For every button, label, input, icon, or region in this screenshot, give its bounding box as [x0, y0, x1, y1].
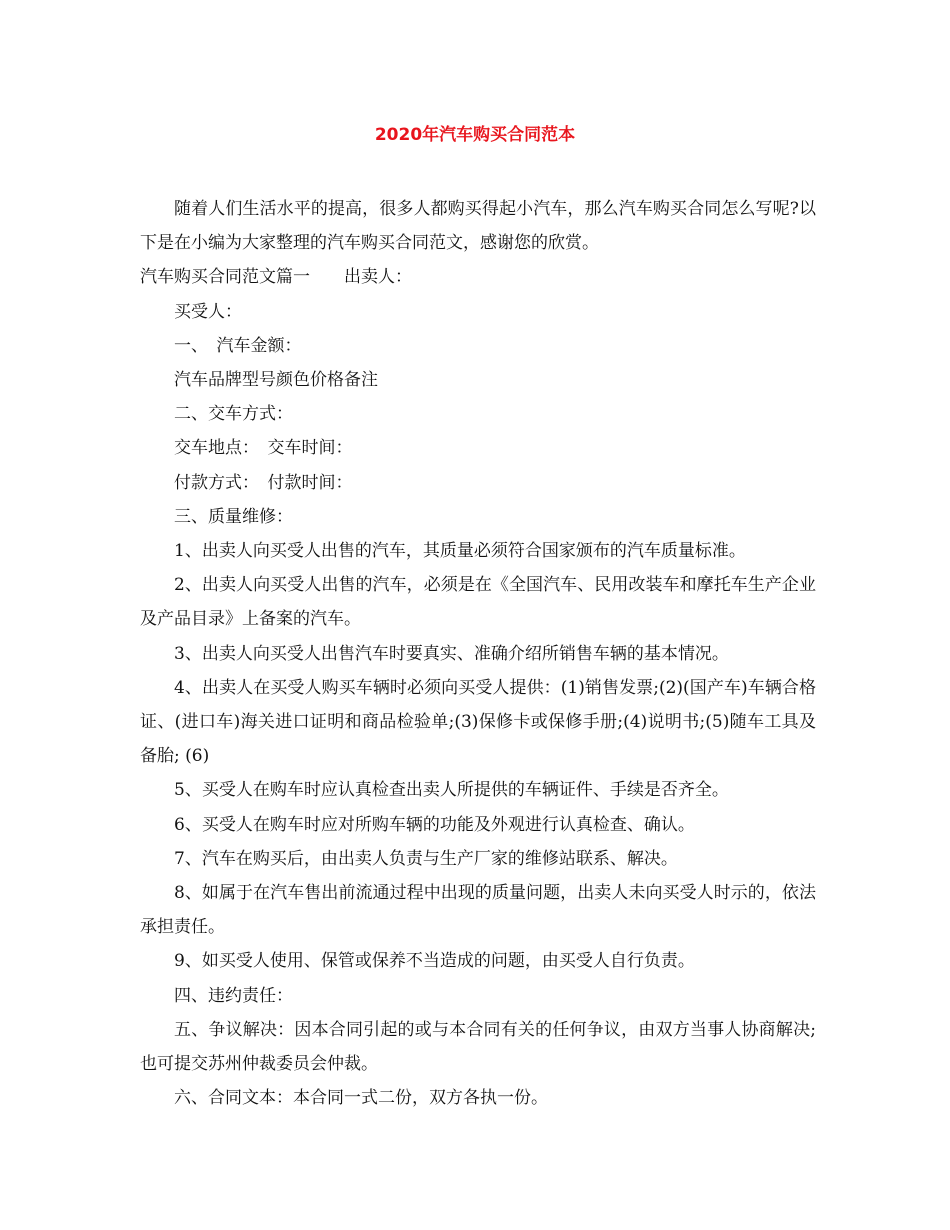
paragraph: 五、争议解决：因本合同引起的或与本合同有关的任何争议，由双方当事人协商解决;也可提交苏州仲裁委员会仲裁。	[140, 1019, 816, 1075]
paragraph: 付款方式： 付款时间：	[174, 472, 353, 493]
paragraph: 6、买受人在购车时应对所购车辆的功能及外观进行认真检查、确认。	[174, 814, 695, 835]
paragraph: 5、买受人在购车时应认真检查出卖人所提供的车辆证件、手续是否齐全。	[174, 780, 729, 801]
paragraph: 8、如属于在汽车售出前流通过程中出现的质量问题，出卖人未向买受人时示的，依法承担责任。	[140, 883, 816, 938]
paragraph: 3、出卖人向买受人出售汽车时要真实、准确介绍所销售车辆的基本情况。	[174, 643, 729, 664]
document-title: 2020年汽车购买合同范本	[374, 125, 576, 145]
paragraph: 四、违约责任：	[174, 985, 293, 1006]
paragraph: 六、合同文本：本合同一式二份，双方各执一份。	[174, 1088, 548, 1109]
paragraph: 7、汽车在购买后，由出卖人负责与生产厂家的维修站联系、解决。	[174, 848, 678, 869]
paragraph: 随着人们生活水平的提高，很多人都购买得起小汽车，那么汽车购买合同怎么写呢?以下是在小编为大家整理的汽车购买合同范文，感谢您的欣赏。	[140, 199, 816, 254]
paragraph: 买受人：	[174, 301, 242, 322]
paragraph: 1、出卖人向买受人出售的汽车，其质量必须符合国家颁布的汽车质量标准。	[174, 541, 746, 562]
document-body	[140, 192, 816, 1115]
paragraph: 汽车品牌型号颜色价格备注	[174, 370, 378, 391]
paragraph: 汽车购买合同范文篇一 出卖人：	[140, 267, 412, 288]
paragraph: 2、出卖人向买受人出售的汽车，必须是在《全国汽车、民用改装车和摩托车生产企业及产品目录》上备案的汽车。	[140, 575, 816, 630]
paragraph: 一、 汽车金额：	[174, 335, 302, 356]
paragraph: 4、出卖人在买受人购买车辆时必须向买受人提供：(1)销售发票;(2)(国产车)车辆合格证、(进口车)海关进口证明和商品检验单;(3)保修卡或保修手册;(4)说明书;(5)随车工具及备胎; (6)	[140, 677, 816, 767]
paragraph: 交车地点： 交车时间：	[174, 438, 353, 459]
paragraph: 9、如买受人使用、保管或保养不当造成的问题，由买受人自行负责。	[174, 951, 695, 972]
paragraph: 二、交车方式：	[174, 404, 293, 425]
paragraph: 三、质量维修：	[174, 506, 293, 527]
